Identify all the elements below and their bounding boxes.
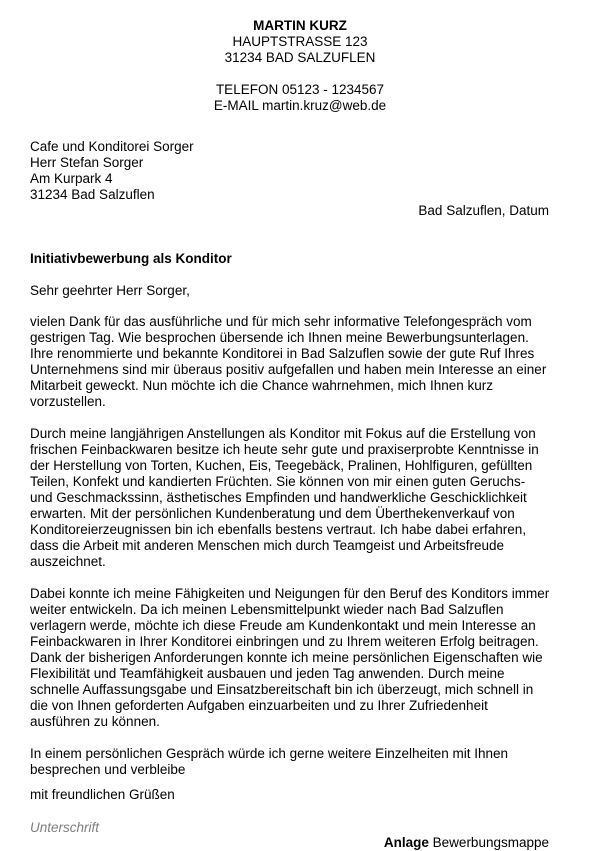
letter-date: Bad Salzuflen, Datum [418, 203, 549, 218]
letter-body [30, 314, 550, 794]
letter-closing: mit freundlichen Grüßen [30, 787, 175, 802]
body-paragraph-4: In einem persönlichen Gespräch würde ich gerne weitere Einzelheiten mit Ihnen besprechen und verbleibe [30, 746, 509, 777]
signature-placeholder: Unterschrift [30, 820, 100, 835]
recipient-street: Am Kurpark 4 [30, 171, 113, 186]
body-paragraph-2: Durch meine langjährigen Anstellungen als Konditor mit Fokus auf die Erstellung von frischen Feinbackwaren besitze ich heute sehr gute und praxiserprobte Kenntnisse in der Herstellung von Torten, Kuchen, Eis, Teegebäck, Pralinen, Hohlfiguren, gefüllten Teilen, Konfekt und kandierten Früchten. Sie können von mir einen guten Geruchs- und Geschmackssinn, ästhetisches Empfinden und handwerkliche Geschicklichkeit erwarten. Mit der persönlichen Kundenberatung und dem Überthekenverkauf von Konditoreierzeugnissen bin ich ebenfalls bestens vertraut. Ich habe dabei erfahren, dass die Arbeit mit anderen Menschen mich durch Teamgeist und Arbeitsfreude auszeichnet. [30, 426, 539, 569]
recipient-block [30, 139, 194, 203]
enclosure-line [384, 835, 549, 851]
recipient-company: Cafe und Konditorei Sorger [30, 139, 194, 154]
sender-street: HAUPTSTRASSE 123 [232, 34, 368, 49]
sender-city: 31234 BAD SALZUFLEN [224, 50, 376, 65]
letter-subject: Initiativbewerbung als Konditor [30, 251, 232, 266]
sender-name: MARTIN KURZ [253, 18, 347, 33]
sender-phone: TELEFON 05123 - 1234567 [215, 82, 385, 97]
enclosure-value: Bewerbungsmappe [432, 835, 549, 850]
sender-block [0, 18, 600, 114]
body-paragraph-1: vielen Dank für das ausführliche und für mich sehr informative Telefongespräch vom gestrigen Tag. Wie besprochen übersende ich Ihnen meine Bewerbungsunterlagen. Ihre renommierte und bekannte Konditorei in Bad Salzuflen sowie der gute Ruf Ihres Unternehmens sind mir überaus positiv aufgefallen und haben mein Interesse an einer Mitarbeit geweckt. Nun möchte ich die Chance wahrnehmen, mich Ihnen kurz vorzustellen. [30, 314, 547, 409]
letter-salutation: Sehr geehrter Herr Sorger, [30, 283, 190, 298]
recipient-person: Herr Stefan Sorger [30, 155, 144, 170]
body-paragraph-3: Dabei konnte ich meine Fähigkeiten und Neigungen für den Beruf des Konditors immer weiter entwickeln. Da ich meinen Lebensmittelpunkt wieder nach Bad Salzuflen verlagern werde, möchte ich diese Freude am Kundenkontakt und mein Interesse an Feinbackwaren in Ihrer Konditorei einbringen und zu Ihrem weiteren Erfolg beitragen. Dank der bisherigen Anforderungen konnte ich meine persönlichen Eigenschaften wie Flexibilität und Teamfähigkeit ausbauen und jeden Tag anwenden. Durch meine schnelle Auffassungsgabe und Einsatzbereitschaft bin ich überzeugt, mich schnell in die von Ihnen geforderten Aufgaben einzuarbeiten und zu Ihrer Zufriedenheit ausführen zu können. [30, 586, 550, 729]
sender-spacer [0, 66, 600, 82]
enclosure-label: Anlage [383, 835, 429, 850]
sender-email: E-MAIL martin.kruz@web.de [213, 98, 387, 113]
recipient-city: 31234 Bad Salzuflen [30, 187, 155, 202]
